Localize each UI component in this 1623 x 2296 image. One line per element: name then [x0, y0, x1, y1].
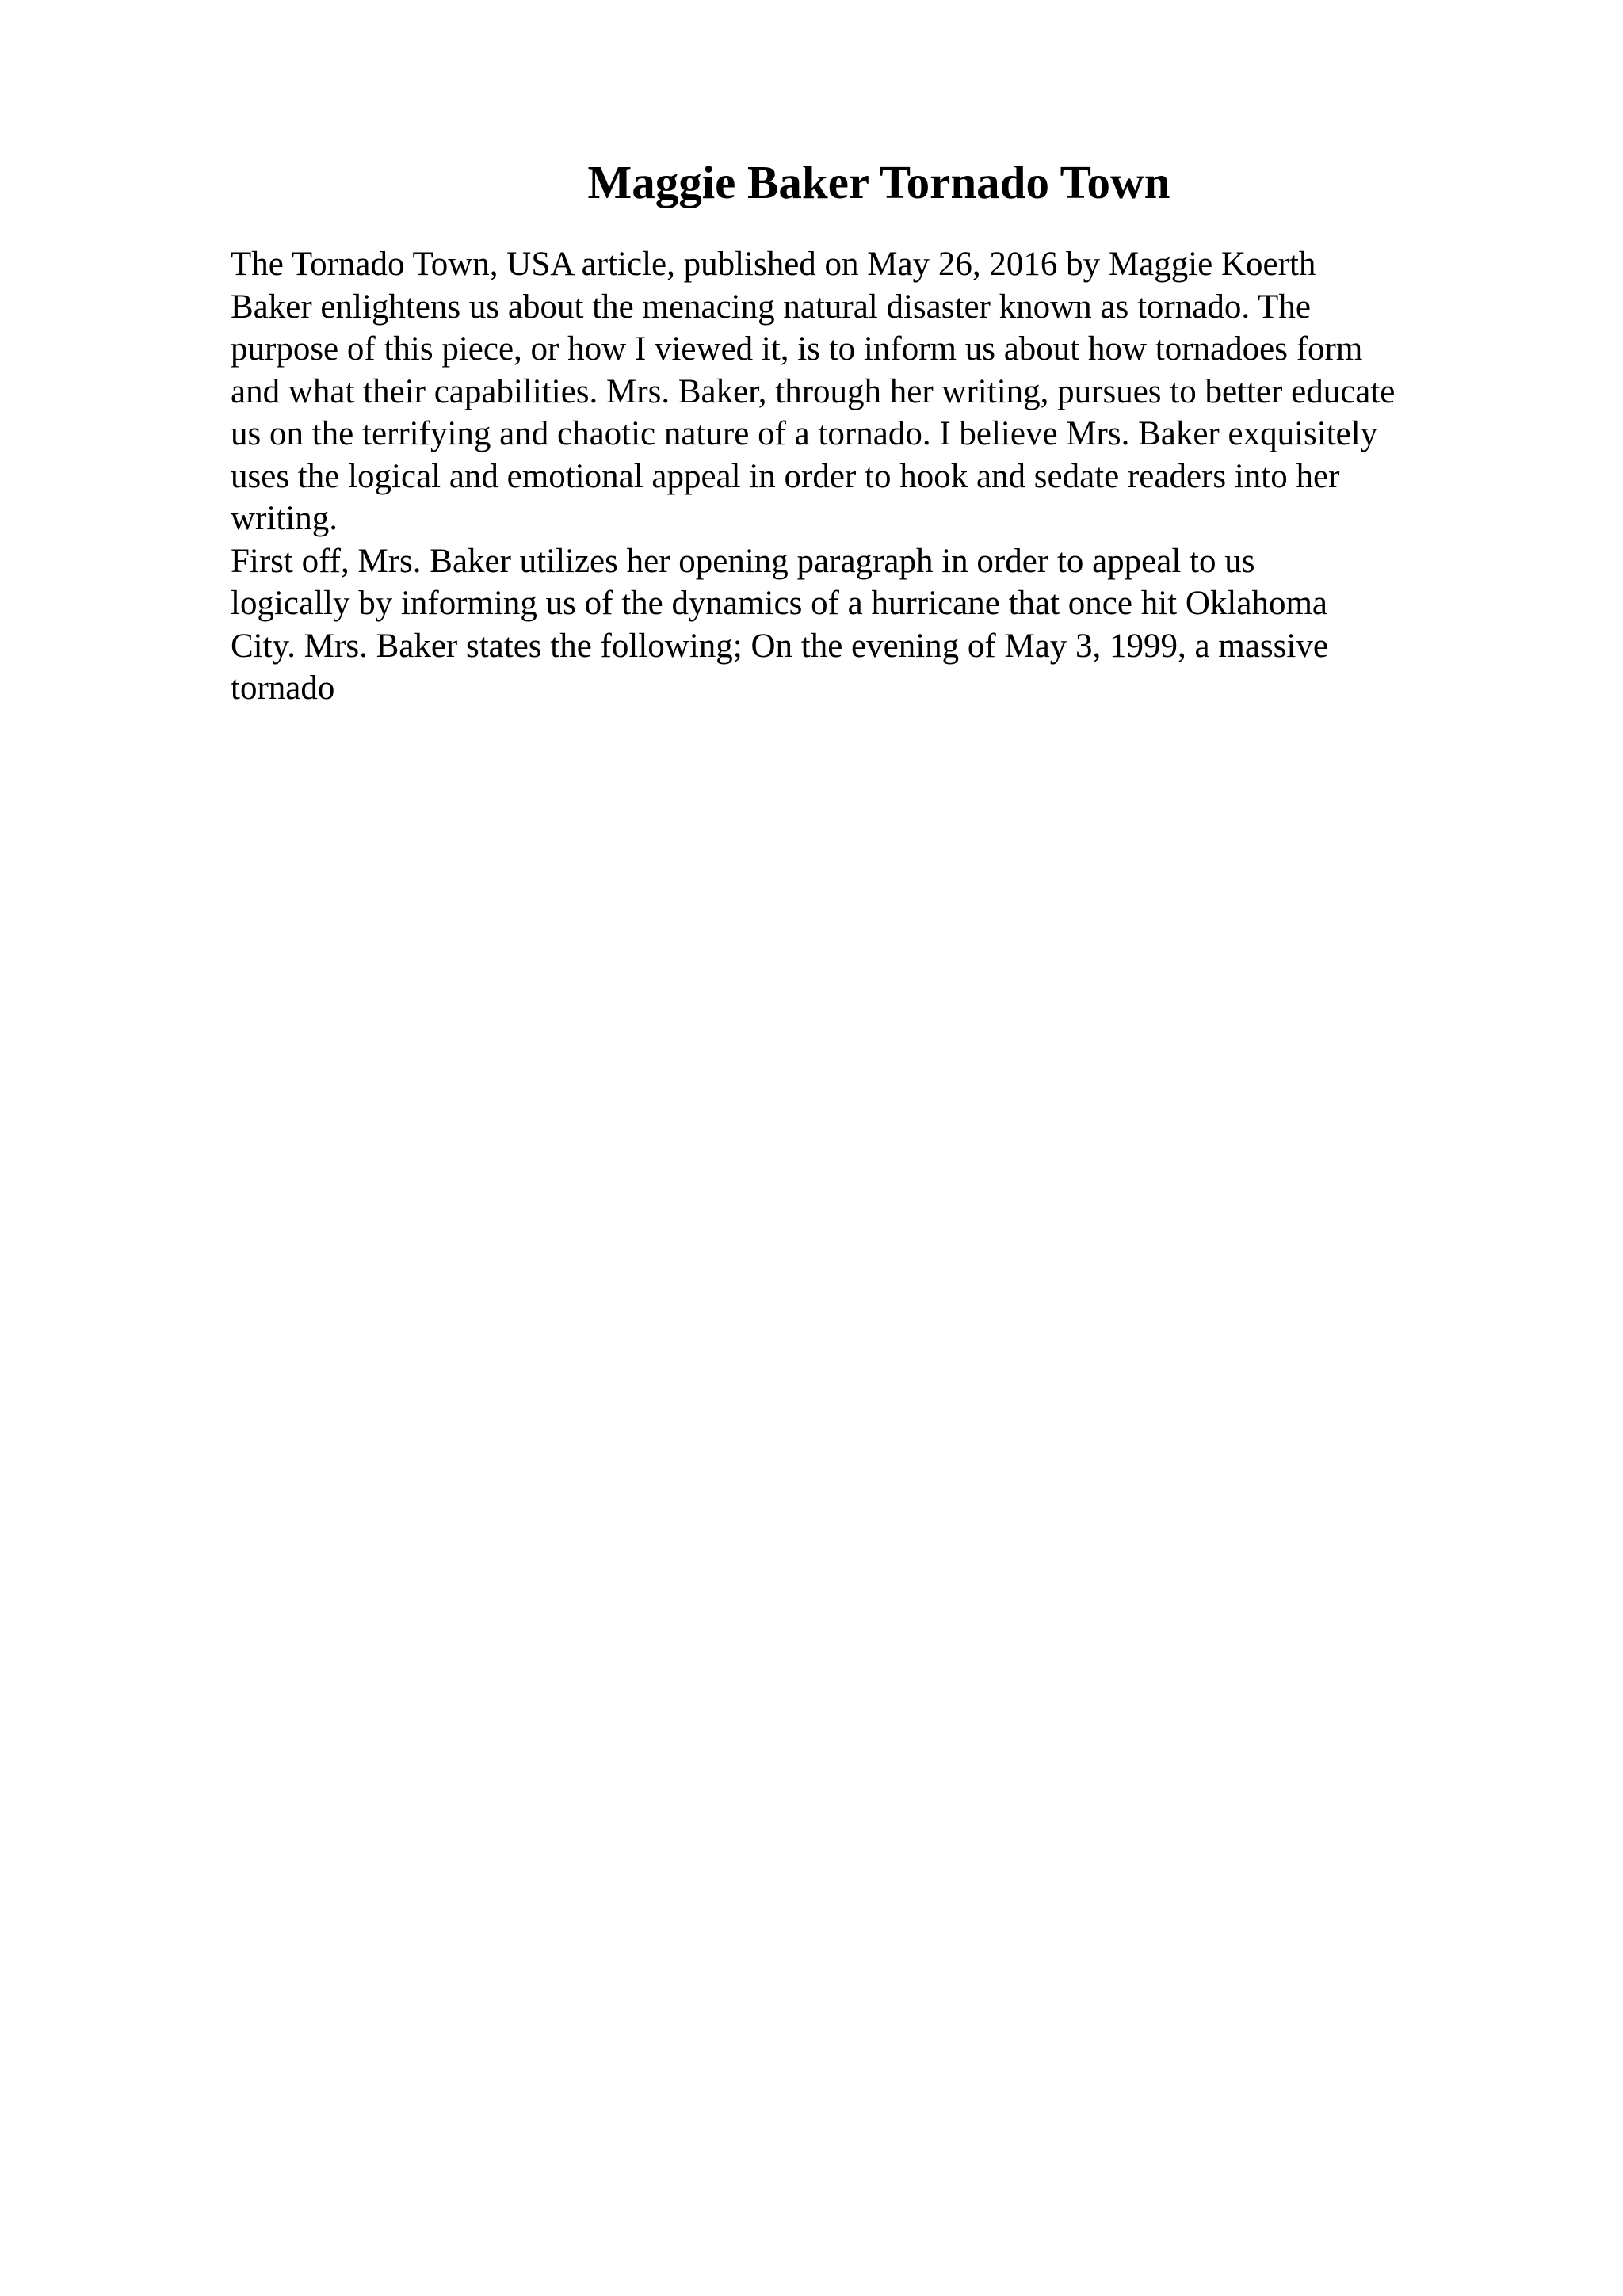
body-line: First off, Mrs. Baker utilizes her opening paragraph in order to appeal to us — [231, 542, 1255, 580]
body-line: The Tornado Town, USA article, published on May 26, 2016 by Maggie Koerth — [231, 246, 1316, 283]
body-line: us on the terrifying and chaotic nature of a tornado. I believe Mrs. Baker exquisitely — [231, 415, 1378, 452]
body-line: tornado — [231, 669, 335, 707]
body-line: logically by informing us of the dynamics of a hurricane that once hit Oklahoma — [231, 585, 1327, 622]
body-line: purpose of this piece, or how I viewed it, is to inform us about how tornadoes form — [231, 330, 1363, 368]
body-line: Baker enlightens us about the menacing natural disaster known as tornado. The — [231, 288, 1311, 326]
body-line: writing. — [231, 500, 338, 537]
document-title: Maggie Baker Tornado Town — [587, 156, 1170, 208]
body-line: City. Mrs. Baker states the following; On the evening of May 3, 1999, a massive — [231, 627, 1328, 665]
body-line: and what their capabilities. Mrs. Baker, through her writing, pursues to better educate — [231, 372, 1396, 410]
body-line: uses the logical and emotional appeal in order to hook and sedate readers into her — [231, 457, 1340, 495]
document-body — [231, 243, 1594, 710]
